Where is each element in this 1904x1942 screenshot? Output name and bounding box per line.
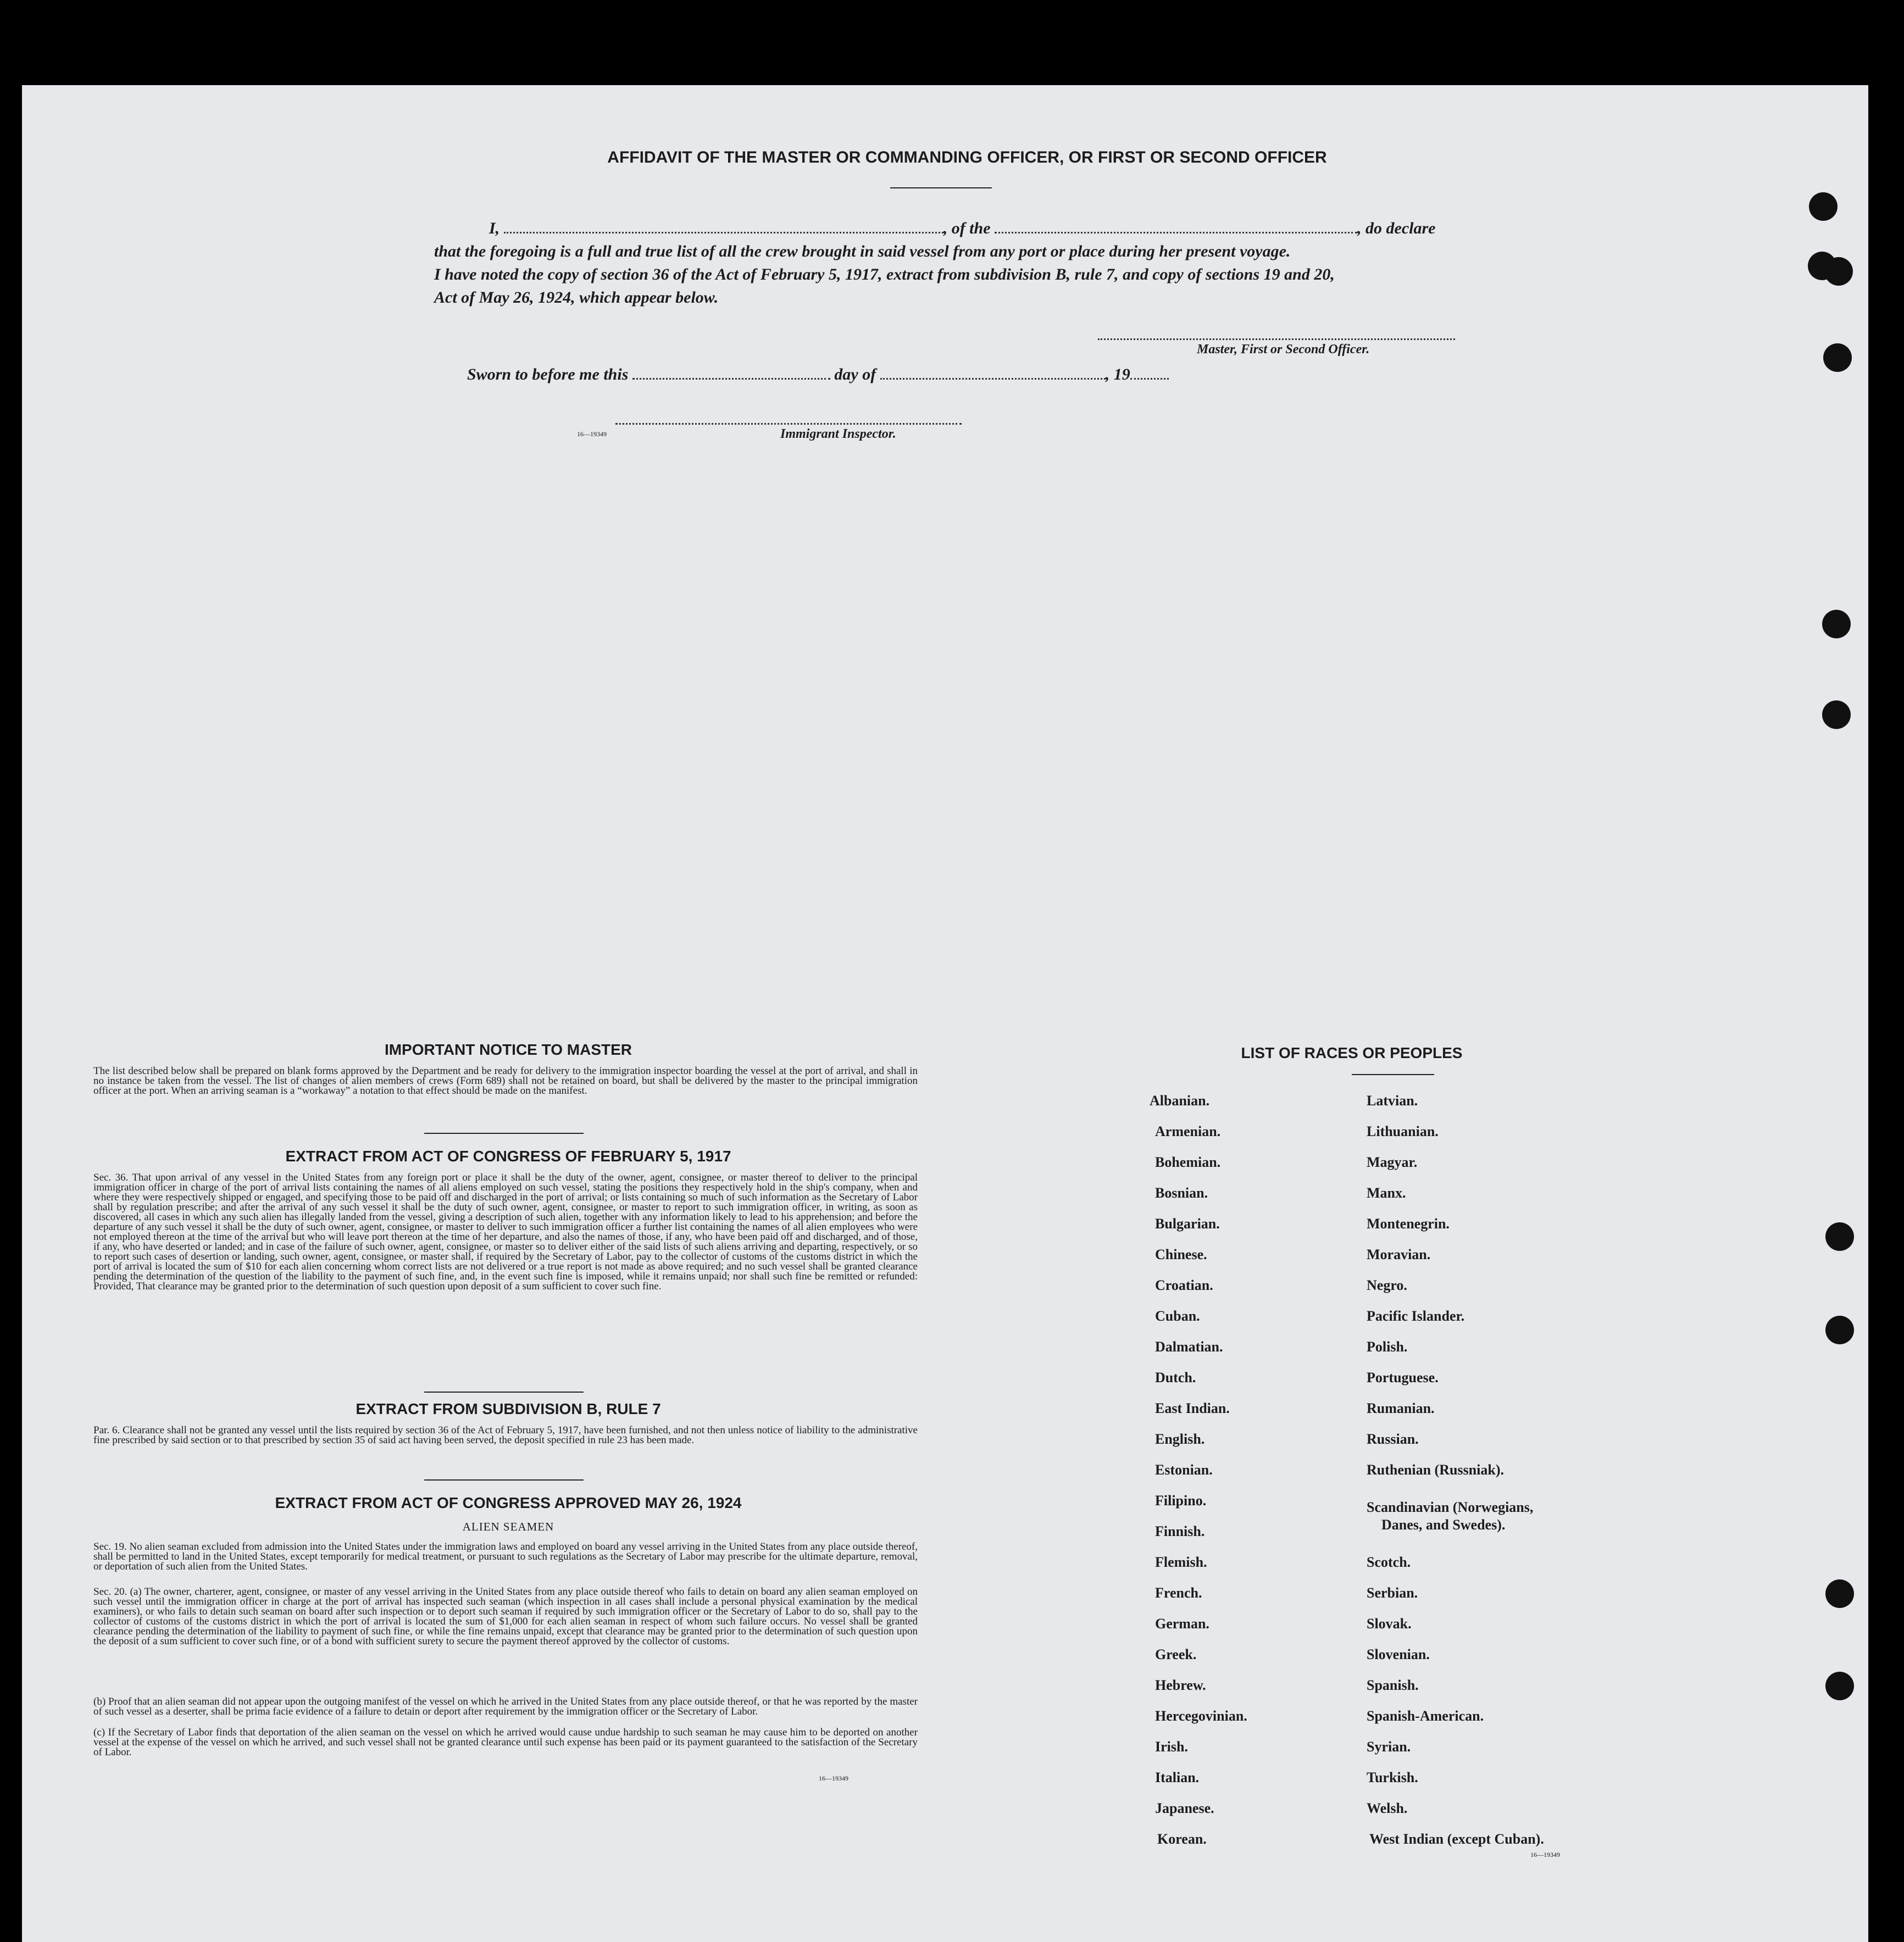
race-item: Montenegrin. <box>1367 1216 1450 1232</box>
race-item: Italian. <box>1155 1769 1200 1785</box>
year-text: , 19 <box>1105 365 1130 383</box>
rule7-text: Par. 6. Clearance shall not be granted any vessel until the lists required by section 36 of the Act of February 5, 1917, have been furnished, and not then unless notice of liability to the administrative fine prescribed by said section or to that prescribed by section 35 of said act having been served, the deposit specified in rule 23 has been made. <box>93 1424 918 1446</box>
form-sheet <box>22 85 1868 1942</box>
race-item: Slovenian. <box>1367 1646 1430 1662</box>
race-item: Serbian. <box>1367 1585 1418 1601</box>
race-item: Albanian. <box>1150 1093 1210 1109</box>
inspector-label: Immigrant Inspector. <box>780 427 896 441</box>
race-item: Spanish. <box>1367 1677 1419 1693</box>
race-item: German. <box>1155 1616 1209 1632</box>
master-label: Master, First or Second Officer. <box>1197 342 1370 357</box>
affidavit-line-1 <box>434 217 1478 240</box>
race-item: East Indian. <box>1155 1400 1230 1416</box>
race-item: Hebrew. <box>1155 1677 1206 1693</box>
punch-hole <box>1825 1316 1854 1344</box>
race-item: Danes, and Swedes). <box>1381 1517 1506 1533</box>
race-item: Portuguese. <box>1367 1370 1439 1385</box>
punch-hole <box>1823 343 1852 372</box>
races-title: LIST OF RACES OR PEOPLES <box>1241 1044 1463 1061</box>
race-item: Bosnian. <box>1155 1185 1208 1201</box>
race-item: Flemish. <box>1155 1554 1207 1570</box>
affidavit-form-number: 16—19349 <box>577 430 607 438</box>
race-item: Negro. <box>1367 1277 1407 1293</box>
line1-of: , of the <box>943 219 991 237</box>
punch-hole <box>1825 1672 1854 1700</box>
race-item: Spanish-American. <box>1367 1708 1484 1724</box>
sworn-year-field[interactable] <box>1130 377 1169 380</box>
race-item: Hercegovinian. <box>1155 1708 1247 1724</box>
sec19-text: Sec. 19. No alien seaman excluded from admission into the United States under the immigration laws and employed on board any vessel arriving in the United States from any place outside thereof, shall be permitted to land in the United States, except temporarily for medical treatment, or pursuant to such regulations as the Secretary of Labor may prescribe for the ultimate departure, removal, or deportation of such alien from the United States. <box>93 1541 918 1572</box>
rule7-title: EXTRACT FROM SUBDIVISION B, RULE 7 <box>356 1400 661 1417</box>
race-item: Cuban. <box>1155 1308 1200 1324</box>
notice-title: IMPORTANT NOTICE TO MASTER <box>384 1041 632 1058</box>
race-item: Chinese. <box>1155 1247 1207 1262</box>
race-item: Rumanian. <box>1367 1400 1435 1416</box>
divider-1 <box>424 1133 584 1134</box>
race-item: Finnish. <box>1155 1523 1205 1539</box>
race-item: Welsh. <box>1367 1800 1408 1816</box>
line1-declare: , do declare <box>1357 219 1436 237</box>
extract-1917-text: Sec. 36. That upon arrival of any vessel in the United States from any foreign port or place it shall be the duty of the owner, agent, consignee, or master thereof to deliver to the principal immigration officer in charge of the port of arrival lists containing the names of all aliens employed on such vessel, stating the positions they respectively hold in the ship's company, when and where they were respectively shipped or engaged, and specifying those to be paid off and discharged in the port of arrival; or lists containing so much of such information as the Secretary of Labor shall by regulation prescribe; and after the arrival of any such vessel it shall be the duty of such owner, agent, consignee, or master to report to such immigration officer, in writing, as soon as discovered, all cases in which any such alien has illegally landed from the vessel, giving a description of such alien, together with any information likely to lead to his apprehension; and before the departure of any such vessel it shall be the duty of such owner, agent, consignee, or master to deliver to such immigration officer a further list containing the names of all alien employees who were not employed thereon at the time of the arrival but who will leave port thereon at the time of her departure, and also the names of those, if any, who have been paid off and discharged, and of those, if any, who have deserted or landed; and in case of the failure of such owner, agent, consignee, or master so to deliver either of the said lists of such aliens arriving and departing, respectively, or so to report such cases of desertion or landing, such owner, agent, consignee, or master shall, if required by the Secretary of Labor, pay to the collector of customs of the customs district in which the port of arrival is located the sum of $10 for each alien concerning whom correct lists are not delivered or a true report is not made as above required; and no such vessel shall be granted clearance pending the determination of the question of the liability to the payment of such fine, and, in the event such fine is imposed, while it remains unpaid; nor shall such fine be remitted or refunded: Provided, That clearance may be granted prior to the determination of such question upon deposit of a sum sufficient to cover such fine. <box>93 1172 918 1292</box>
race-item: Syrian. <box>1367 1739 1411 1755</box>
sworn-text: Sworn to before me this <box>467 365 629 383</box>
sec20c-text: (c) If the Secretary of Labor finds that deportation of the alien seaman on the vessel on which he arrived would cause undue hardship to such seaman he may cause him to be deported on another vessel at the expense of the vessel on which he arrived, and such vessel shall not be granted clearance until such expense has been paid or its payment guaranteed to the satisfaction of the Secretary of Labor. <box>93 1727 918 1758</box>
race-item: Dutch. <box>1155 1370 1196 1385</box>
race-item: Scandinavian (Norwegians, <box>1367 1499 1534 1515</box>
race-item: Turkish. <box>1367 1769 1418 1785</box>
race-item: Greek. <box>1155 1646 1197 1662</box>
alien-seamen-subtitle: ALIEN SEAMEN <box>462 1520 554 1533</box>
punch-hole <box>1822 700 1851 729</box>
punch-hole <box>1825 1579 1854 1608</box>
race-item: Irish. <box>1155 1739 1188 1755</box>
affidavit-line-2: that the foregoing is a full and true list of all the crew brought in said vessel from any port or place during her present voyage. <box>434 242 1291 260</box>
race-item: Lithuanian. <box>1367 1123 1439 1139</box>
race-item: Estonian. <box>1155 1462 1213 1478</box>
race-item: Korean. <box>1157 1831 1207 1847</box>
extract-form-number: 16—19349 <box>819 1774 848 1782</box>
race-item: Ruthenian (Russniak). <box>1367 1462 1504 1478</box>
title-divider <box>890 187 992 188</box>
race-item: Polish. <box>1367 1339 1408 1355</box>
race-item: Scotch. <box>1367 1554 1411 1570</box>
race-item: Russian. <box>1367 1431 1419 1447</box>
races-form-number: 16—19349 <box>1530 1851 1560 1858</box>
race-item: English. <box>1155 1431 1205 1447</box>
punch-hole <box>1825 1222 1854 1251</box>
affidavit-line-4: Act of May 26, 1924, which appear below. <box>434 288 719 307</box>
race-item: Moravian. <box>1367 1247 1431 1262</box>
race-item: Pacific Islander. <box>1367 1308 1465 1324</box>
punch-hole <box>1824 257 1853 286</box>
notice-text: The list described below shall be prepared on blank forms approved by the Department and be ready for delivery to the immigration inspector boarding the vessel at the port of arrival, and shall in no instance be taken from the vessel. The list of changes of alien members of crews (Form 689) shall not be retained on board, but shall be delivered by the master to the principal immigration officer at the port. When an arriving seaman is a “workaway” a notation to that effect should be made on the manifest. <box>93 1065 918 1097</box>
affidavit-body <box>434 217 1478 309</box>
sec20a-text: Sec. 20. (a) The owner, charterer, agent, consignee, or master of any vessel arriving in the United States from any place outside thereof who fails to detain on board any alien seaman employed on such vessel until the immigration officer in charge at the port of arrival has inspected such seaman (which inspection in all cases shall include a personal physical examination by the medical examiners), or who fails to detain such seaman on board after such inspection or to deport such seaman if required by such immigration officer or the Secretary of Labor to do so, shall pay to the collector of customs of the customs district in which the port of arrival is located the sum of $1,000 for each alien seaman in respect of whom such failure occurs. No vessel shall be granted clearance pending the determination of the liability to payment of such fine, or while the fine remains unpaid, except that clearance may be granted prior to the determination of such question upon the deposit of a sum sufficient to cover such fine, or of a bond with sufficient surety to secure the payment thereof approved by the collector of customs. <box>93 1586 918 1647</box>
race-item: Japanese. <box>1155 1800 1214 1816</box>
race-item: Bulgarian. <box>1155 1216 1220 1232</box>
divider-3 <box>424 1479 584 1481</box>
extract-1924-title: EXTRACT FROM ACT OF CONGRESS APPROVED MAY 26, 1924 <box>275 1494 742 1511</box>
race-item: French. <box>1155 1585 1202 1601</box>
punch-hole <box>1809 192 1838 221</box>
race-item: Dalmatian. <box>1155 1339 1223 1355</box>
sworn-day-field[interactable] <box>632 377 830 380</box>
sec20b-text: (b) Proof that an alien seaman did not appear upon the outgoing manifest of the vessel on which he arrived in the United States from any place outside thereof, or that he was reported by the master of such vessel as a deserter, shall be prima facie evidence of a failure to detain or deport after requirement by the immigration officer or the Secretary of Labor. <box>93 1696 918 1717</box>
punch-hole <box>1822 610 1851 638</box>
name-field[interactable] <box>504 231 943 233</box>
line1-i: I, <box>489 219 500 237</box>
day-of-text: day of <box>834 365 876 383</box>
race-item: Slovak. <box>1367 1616 1412 1632</box>
race-item: Croatian. <box>1155 1277 1213 1293</box>
extract-1917-title: EXTRACT FROM ACT OF CONGRESS OF FEBRUARY 5, 1917 <box>285 1148 731 1165</box>
race-item: Bohemian. <box>1155 1154 1221 1170</box>
races-divider <box>1352 1074 1434 1075</box>
vessel-field[interactable] <box>995 231 1357 233</box>
divider-2 <box>424 1392 584 1393</box>
race-item: Magyar. <box>1367 1154 1418 1170</box>
race-item: Latvian. <box>1367 1093 1418 1109</box>
affidavit-title: AFFIDAVIT OF THE MASTER OR COMMANDING OFFICER, OR FIRST OR SECOND OFFICER <box>607 148 1327 166</box>
inspector-signature-line[interactable] <box>615 423 962 425</box>
race-item: Filipino. <box>1155 1493 1207 1509</box>
race-item: Manx. <box>1367 1185 1406 1201</box>
race-item: West Indian (except Cuban). <box>1369 1831 1544 1847</box>
sworn-line <box>467 365 1169 384</box>
master-signature-line[interactable] <box>1098 338 1455 340</box>
affidavit-line-3: I have noted the copy of section 36 of the Act of February 5, 1917, extract from subdivision B, rule 7, and copy of sections 19 and 20, <box>434 265 1335 283</box>
sworn-month-field[interactable] <box>880 377 1106 380</box>
race-item: Armenian. <box>1155 1123 1221 1139</box>
